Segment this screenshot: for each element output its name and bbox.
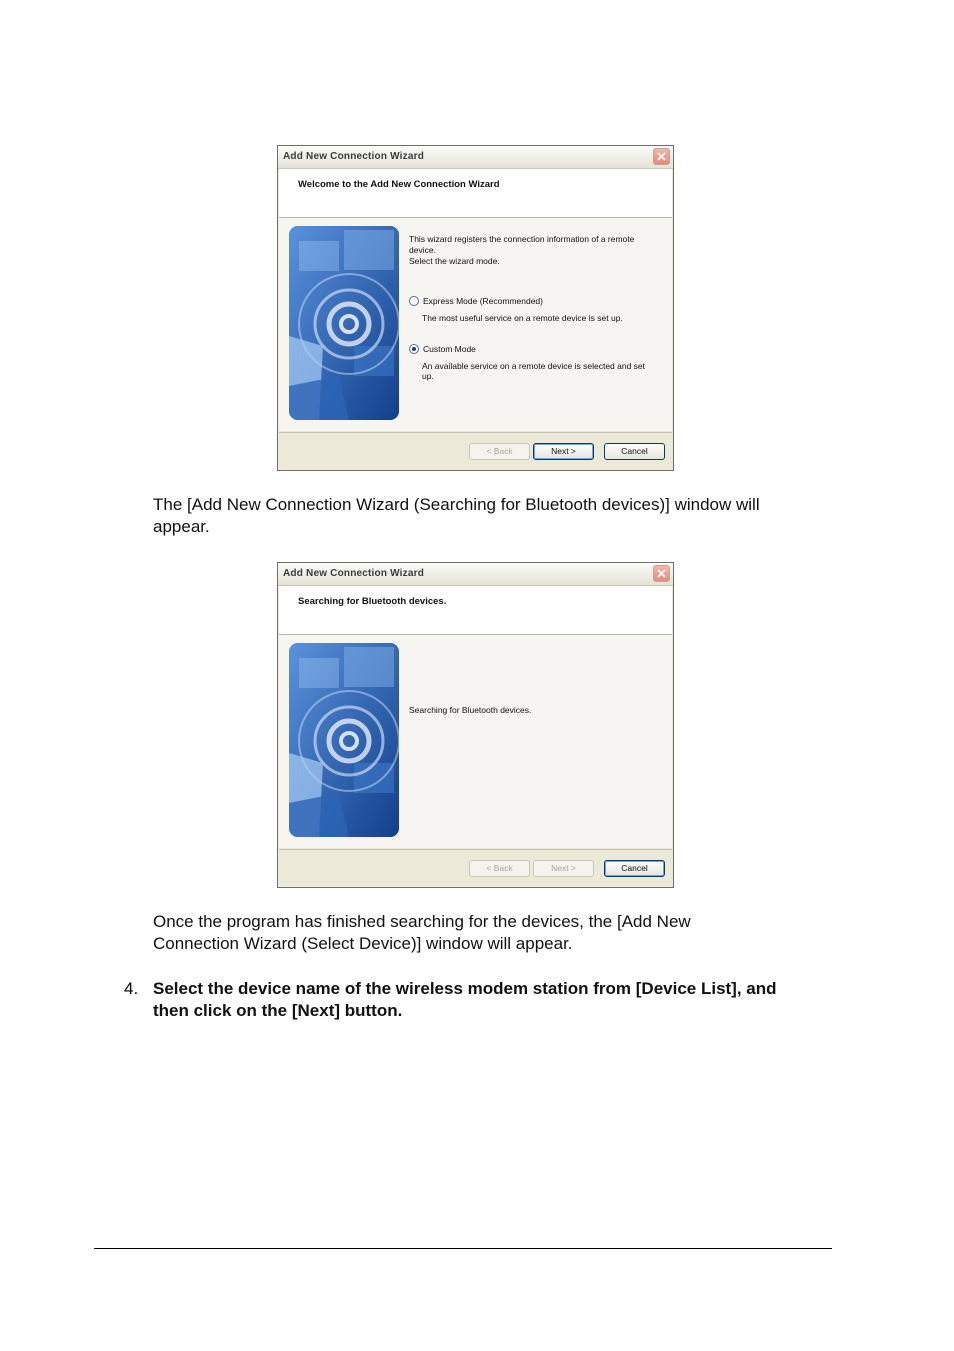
close-icon <box>657 569 666 578</box>
custom-mode-label[interactable]: Custom Mode <box>423 344 476 354</box>
wizard-header <box>279 586 672 635</box>
intro-line: device. <box>409 245 436 255</box>
paragraph-line: Connection Wizard (Select Device)] window will appear. <box>153 934 573 953</box>
wizard-content <box>409 234 664 381</box>
header-title: Welcome to the Add New Connection Wizard <box>298 179 500 190</box>
custom-mode-radio[interactable] <box>409 344 419 354</box>
express-mode-label[interactable]: Express Mode (Recommended) <box>423 296 543 306</box>
window-title: Add New Connection Wizard <box>283 568 425 579</box>
step-number: 4. <box>124 979 139 998</box>
wizard-illustration <box>289 226 399 420</box>
divider <box>279 849 672 850</box>
window-title: Add New Connection Wizard <box>283 151 425 162</box>
intro-line: This wizard registers the connection information of a remote <box>409 234 635 244</box>
wizard-searching-window <box>277 562 674 888</box>
searching-status: Searching for Bluetooth devices. <box>409 705 532 715</box>
wizard-content <box>409 705 664 716</box>
wizard-body <box>279 218 672 431</box>
paragraph-line: Once the program has finished searching for the devices, the [Add New <box>153 912 691 931</box>
step-instruction <box>153 978 863 1022</box>
paragraph-select-device-window <box>153 911 863 955</box>
divider <box>279 432 672 433</box>
custom-desc-line: An available service on a remote device is selected and set <box>422 361 646 371</box>
wizard-illustration <box>289 643 399 837</box>
back-button[interactable]: < Back <box>469 443 530 460</box>
express-mode-radio[interactable] <box>409 296 419 306</box>
footer-rule <box>94 1248 832 1249</box>
intro-text <box>409 234 664 267</box>
cancel-button[interactable]: Cancel <box>604 443 665 460</box>
close-button[interactable] <box>653 565 670 582</box>
back-button[interactable]: < Back <box>469 860 530 877</box>
close-button[interactable] <box>653 148 670 165</box>
title-bar[interactable] <box>278 563 673 586</box>
next-button[interactable]: Next > <box>533 443 594 460</box>
custom-mode-description <box>422 361 662 381</box>
step-line: then click on the [Next] button. <box>153 1001 403 1020</box>
intro-line: Select the wizard mode. <box>409 256 500 266</box>
title-bar[interactable] <box>278 146 673 169</box>
express-mode-description: The most useful service on a remote device is set up. <box>422 313 623 323</box>
step-line: Select the device name of the wireless modem station from [Device List], and <box>153 979 777 998</box>
paragraph-line: The [Add New Connection Wizard (Searching for Bluetooth devices)] window will <box>153 495 760 514</box>
wizard-welcome-window <box>277 145 674 471</box>
wizard-header <box>279 169 672 218</box>
paragraph-line: appear. <box>153 517 210 536</box>
paragraph-searching-window <box>153 494 863 538</box>
header-title: Searching for Bluetooth devices. <box>298 596 447 607</box>
custom-desc-line: up. <box>422 371 434 381</box>
close-icon <box>657 152 666 161</box>
next-button[interactable]: Next > <box>533 860 594 877</box>
wizard-body <box>279 635 672 848</box>
cancel-button[interactable]: Cancel <box>604 860 665 877</box>
